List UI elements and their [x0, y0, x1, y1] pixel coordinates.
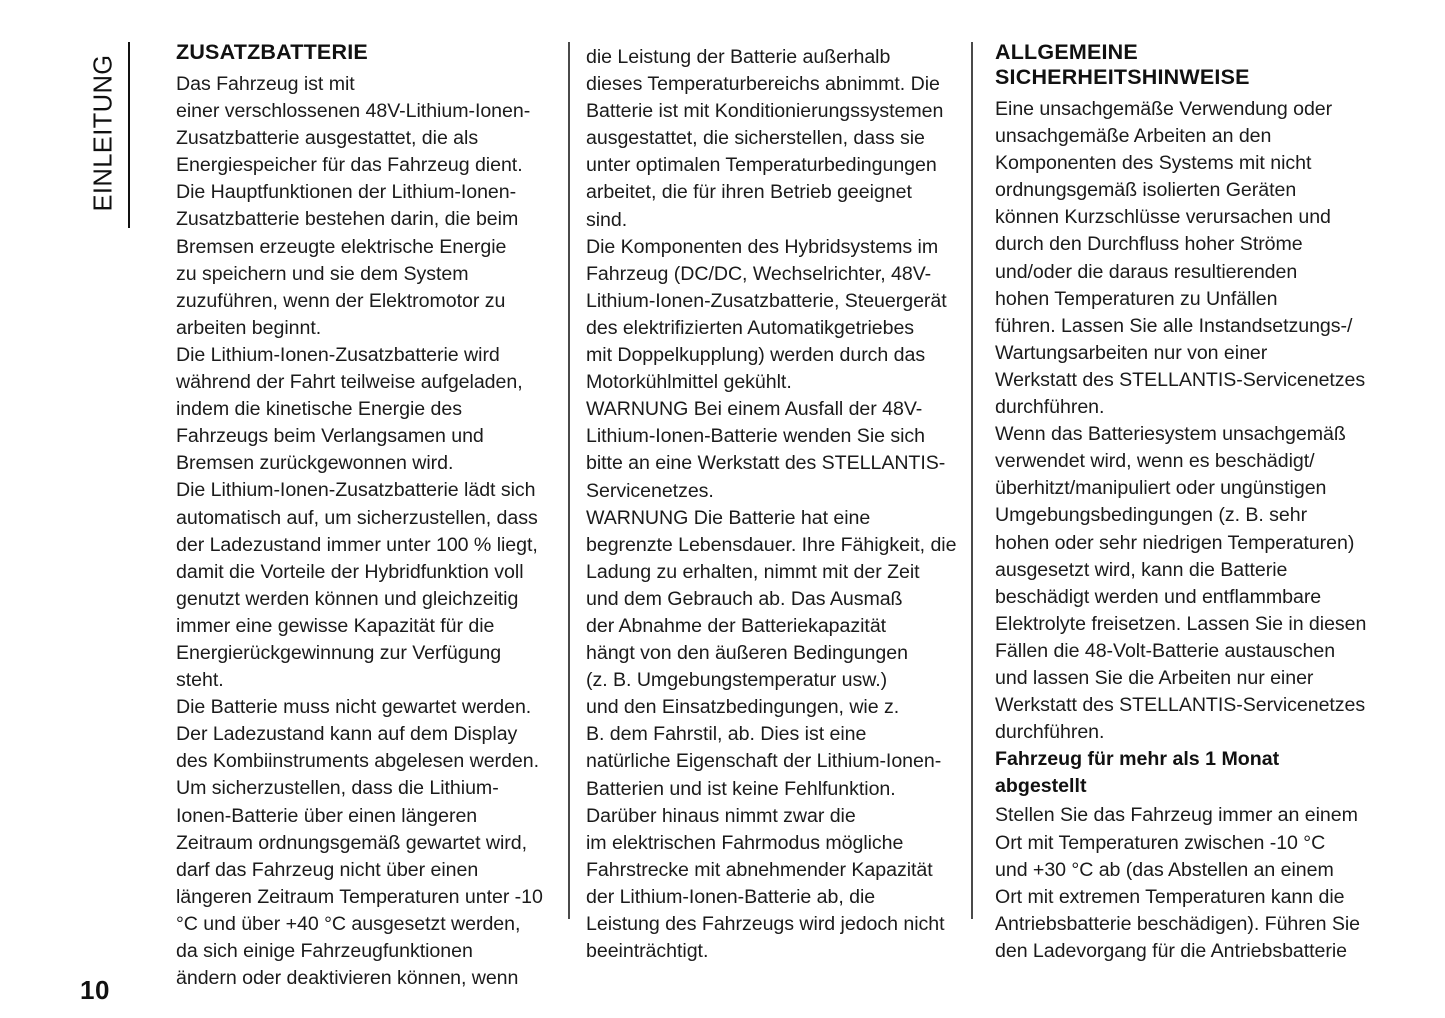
text-line: überhitzt/manipuliert oder ungünstigen: [995, 477, 1327, 500]
text-line: Lithium-Ionen-Batterie wenden Sie sich: [586, 425, 926, 448]
column-2-body: [586, 44, 962, 965]
text-line: Die Hauptfunktionen der Lithium-Ionen-: [176, 181, 517, 204]
text-line: und den Einsatzbedingungen, wie z.: [586, 696, 900, 719]
text-line: die Leistung der Batterie außerhalb: [586, 46, 891, 68]
text-line: arbeitet, die für ihren Betrieb geeignet: [586, 181, 912, 204]
text-line: Zusatzbatterie bestehen darin, die beim: [176, 208, 519, 231]
text-line: Zeitraum ordnungsgemäß gewartet wird,: [176, 831, 527, 854]
text-line: ALLGEMEINE: [995, 40, 1138, 64]
text-line: ändern oder deaktivieren können, wenn: [176, 967, 519, 990]
text-line: Fahrzeug (DC/DC, Wechselrichter, 48V-: [586, 262, 932, 285]
text-line: Lithium-Ionen-Zusatzbatterie, Steuergerät: [586, 289, 947, 312]
text-line: der Abnahme der Batteriekapazität: [586, 614, 887, 637]
text-line: zu speichern und sie dem System: [176, 262, 469, 285]
text-line: Batterien und ist keine Fehlfunktion.: [586, 777, 896, 800]
text-line: Leistung des Fahrzeugs wird jedoch nicht: [586, 913, 945, 935]
text-line: des Kombiinstruments abgelesen werden.: [176, 750, 539, 773]
text-line: WARNUNG Die Batterie hat eine: [586, 506, 871, 529]
text-line: während der Fahrt teilweise aufgeladen,: [176, 371, 523, 394]
text-line: Servicenetzes.: [586, 479, 714, 502]
text-line: hohen oder sehr niedrigen Temperaturen): [995, 531, 1355, 554]
text-line: ZUSATZBATTERIE: [176, 40, 368, 64]
text-line: WARNUNG Bei einem Ausfall der 48V-: [586, 398, 923, 421]
section-tab-rule: [128, 42, 130, 228]
text-line: Die Komponenten des Hybridsystems im: [586, 235, 939, 258]
text-line: Werkstatt des STELLANTIS-Servicenetzes: [995, 694, 1366, 717]
text-line: Energierückgewinnung zur Verfügung: [176, 641, 502, 664]
text-line: Um sicherzustellen, dass die Lithium-: [176, 777, 499, 800]
column-divider-2: [971, 42, 973, 919]
text-line: genutzt werden können und gleichzeitig: [176, 587, 519, 610]
text-line: Fahrstrecke mit abnehmender Kapazität: [586, 858, 933, 881]
column-divider-1: [568, 42, 570, 919]
text-line: führen. Lassen Sie alle Instandsetzungs-/: [995, 314, 1353, 337]
text-line: SICHERHEITSHINWEISE: [995, 65, 1250, 89]
text-line: durchführen.: [995, 396, 1105, 419]
text-line: bitte an eine Werkstatt des STELLANTIS-: [586, 452, 946, 475]
section-tab-label: EINLEITUNG: [89, 54, 118, 212]
column-3-body: [995, 96, 1385, 746]
text-line: sind.: [586, 208, 628, 231]
text-line: und dem Gebrauch ab. Das Ausmaß: [586, 587, 903, 610]
column-1-heading: [176, 40, 552, 65]
text-column-1: [176, 40, 552, 992]
text-column-2: [586, 44, 962, 965]
text-line: können Kurzschlüsse verursachen und: [995, 206, 1331, 229]
text-line: Batterie ist mit Konditionierungssystemen: [586, 100, 944, 123]
text-line: Motorkühlmittel gekühlt.: [586, 371, 792, 394]
text-line: Darüber hinaus nimmt zwar die: [586, 804, 856, 827]
text-line: Ladung zu erhalten, nimmt mit der Zeit: [586, 560, 920, 583]
text-line: Ort mit Temperaturen zwischen -10 °C: [995, 831, 1326, 854]
text-line: unter optimalen Temperaturbedingungen: [586, 154, 937, 177]
text-line: hohen Temperaturen zu Unfällen: [995, 287, 1278, 310]
text-line: Zusatzbatterie ausgestattet, die als: [176, 127, 479, 150]
column-3-body-2: [995, 802, 1385, 965]
text-line: Elektrolyte freisetzen. Lassen Sie in diesen: [995, 612, 1367, 635]
text-line: B. dem Fahrstil, ab. Dies ist eine: [586, 723, 867, 746]
text-line: hängt von den äußeren Bedingungen: [586, 642, 908, 665]
text-line: Stellen Sie das Fahrzeug immer an einem: [995, 804, 1358, 827]
text-line: Bremsen erzeugte elektrische Energie: [176, 235, 507, 258]
text-line: Ort mit extremen Temperaturen kann die: [995, 885, 1345, 908]
text-line: natürliche Eigenschaft der Lithium-Ionen-: [586, 750, 942, 773]
text-line: automatisch auf, um sicherzustellen, dass: [176, 506, 538, 529]
text-line: Das Fahrzeug ist mit: [176, 73, 355, 95]
text-line: zuzuführen, wenn der Elektromotor zu: [176, 289, 506, 312]
section-tab: [76, 40, 132, 230]
text-line: und +30 °C ab (das Abstellen an einem: [995, 858, 1334, 881]
text-line: den Ladevorgang für die Antriebsbatterie: [995, 939, 1348, 962]
text-line: Werkstatt des STELLANTIS-Servicenetzes: [995, 368, 1366, 391]
text-line: Die Batterie muss nicht gewartet werden.: [176, 696, 532, 719]
text-line: Fahrzeugs beim Verlangsamen und: [176, 425, 484, 448]
text-line: einer verschlossenen 48V-Lithium-Ionen-: [176, 100, 531, 123]
text-line: ordnungsgemäß isolierten Geräten: [995, 179, 1297, 202]
text-line: Die Lithium-Ionen-Zusatzbatterie lädt sich: [176, 479, 536, 502]
text-line: damit die Vorteile der Hybridfunktion voll: [176, 560, 524, 583]
text-line: °C und über +40 °C ausgesetzt werden,: [176, 912, 521, 935]
text-line: darf das Fahrzeug nicht über einen: [176, 858, 479, 881]
text-line: der Ladezustand immer unter 100 % liegt,: [176, 533, 538, 556]
text-line: der Lithium-Ionen-Batterie ab, die: [586, 885, 876, 908]
text-line: arbeiten beginnt.: [176, 316, 322, 339]
text-line: Fahrzeug für mehr als 1 Monat: [995, 748, 1280, 771]
column-3-subheading: [995, 746, 1385, 800]
text-line: durchführen.: [995, 721, 1105, 744]
text-line: verwendet wird, wenn es beschädigt/: [995, 450, 1315, 473]
text-line: ausgesetzt wird, kann die Batterie: [995, 558, 1288, 581]
page-number: 10: [80, 975, 110, 1005]
text-line: längeren Zeitraum Temperaturen unter -10: [176, 885, 543, 908]
text-line: im elektrischen Fahrmodus mögliche: [586, 831, 904, 854]
text-line: Ionen-Batterie über einen längeren: [176, 804, 478, 827]
text-line: dieses Temperaturbereichs abnimmt. Die: [586, 73, 940, 96]
text-line: Die Lithium-Ionen-Zusatzbatterie wird: [176, 343, 500, 366]
text-line: Bremsen zurückgewonnen wird.: [176, 452, 454, 475]
text-line: mit Doppelkupplung) werden durch das: [586, 344, 926, 367]
text-line: beschädigt werden und entflammbare: [995, 585, 1322, 608]
text-line: (z. B. Umgebungstemperatur usw.): [586, 669, 888, 692]
text-line: Wartungsarbeiten nur von einer: [995, 341, 1268, 364]
text-line: abgestellt: [995, 775, 1087, 798]
text-line: da sich einige Fahrzeugfunktionen: [176, 940, 473, 962]
text-line: Umgebungsbedingungen (z. B. sehr: [995, 504, 1308, 527]
text-line: immer eine gewisse Kapazität für die: [176, 614, 495, 637]
text-line: des elektrifizierten Automatikgetriebes: [586, 316, 915, 339]
text-line: indem die kinetische Energie des: [176, 398, 462, 421]
text-line: Der Ladezustand kann auf dem Display: [176, 723, 518, 746]
text-line: und/oder die daraus resultierenden: [995, 260, 1298, 283]
text-column-3: [995, 40, 1385, 965]
text-line: durch den Durchfluss hoher Ströme: [995, 233, 1303, 256]
text-line: Antriebsbatterie beschädigen). Führen Sie: [995, 912, 1361, 935]
text-line: ausgestattet, die sicherstellen, dass sie: [586, 127, 925, 150]
text-line: Wenn das Batteriesystem unsachgemäß: [995, 423, 1346, 446]
text-line: unsachgemäße Arbeiten an den: [995, 125, 1272, 148]
text-line: Komponenten des Systems mit nicht: [995, 152, 1312, 175]
text-line: Energiespeicher für das Fahrzeug dient.: [176, 154, 523, 177]
text-line: Eine unsachgemäße Verwendung oder: [995, 98, 1333, 120]
text-line: begrenzte Lebensdauer. Ihre Fähigkeit, die: [586, 533, 957, 556]
column-1-body: [176, 71, 552, 992]
text-line: steht.: [176, 669, 224, 692]
column-3-heading: [995, 40, 1385, 90]
text-line: Fällen die 48-Volt-Batterie austauschen: [995, 639, 1336, 662]
text-line: beeinträchtigt.: [586, 940, 709, 963]
text-line: und lassen Sie die Arbeiten nur einer: [995, 666, 1314, 689]
